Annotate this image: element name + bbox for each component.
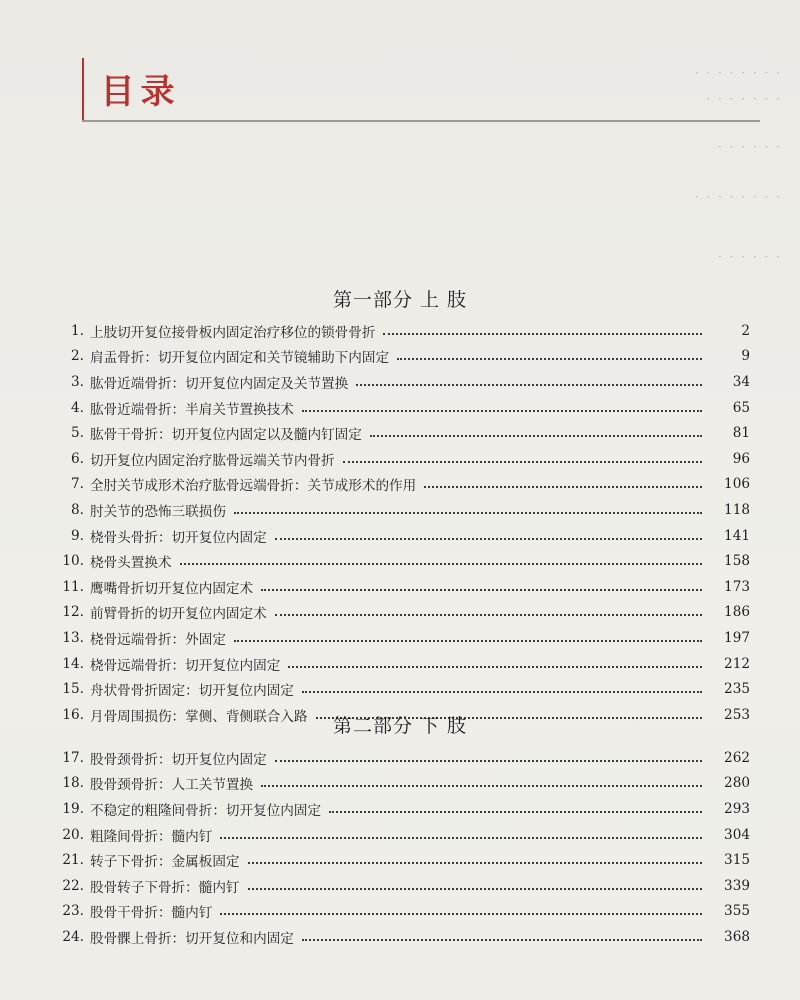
dot-leader <box>302 939 702 941</box>
dot-leader <box>370 435 702 437</box>
entry-title: 上肢切开复位接骨板内固定治疗移位的锁骨骨折 <box>90 324 376 341</box>
entry-page: 106 <box>724 476 750 493</box>
entry-title: 股骨颈骨折：切开复位内固定 <box>90 751 267 768</box>
toc-entry[interactable] <box>56 523 750 549</box>
entry-title: 前臂骨折的切开复位内固定术 <box>90 606 267 623</box>
entry-number: 3. <box>71 373 84 390</box>
entry-title: 鹰嘴骨折切开复位内固定术 <box>90 580 254 597</box>
entry-title: 股骨干骨折：髓内钉 <box>90 905 213 922</box>
part-heading-lower-limb: 第二部分 下 肢 <box>332 715 468 737</box>
dot-leader <box>180 563 702 565</box>
show-through-background: · · · · · · · · · · · · · · · · · · · · · · · · · · · · · · · · · · · <box>694 66 782 264</box>
dot-leader <box>383 333 702 335</box>
toc-entry[interactable] <box>56 873 750 899</box>
toc-entry[interactable] <box>56 344 750 370</box>
entry-page: 355 <box>724 903 750 920</box>
entry-number: 12. <box>62 604 84 621</box>
entry-number: 23. <box>62 903 84 920</box>
entry-page: 262 <box>724 749 750 766</box>
entry-page: 280 <box>724 775 750 792</box>
entry-page: 96 <box>732 450 750 467</box>
entry-title: 肩盂骨折：切开复位内固定和关节镜辅助下内固定 <box>90 350 390 367</box>
entry-title: 转子下骨折：金属板固定 <box>90 854 240 871</box>
dot-leader <box>424 486 702 488</box>
entry-number: 4. <box>71 399 84 416</box>
entry-title: 桡骨头置换术 <box>90 555 172 572</box>
toc-entry[interactable] <box>56 625 750 651</box>
entry-page: 212 <box>724 655 750 672</box>
entry-number: 9. <box>71 527 84 544</box>
entry-page: 368 <box>724 928 750 945</box>
toc-entry[interactable] <box>56 822 750 848</box>
entry-title: 桡骨远端骨折：切开复位内固定 <box>90 657 281 674</box>
entry-page: 2 <box>741 322 750 339</box>
entry-page: 141 <box>724 527 750 544</box>
entry-number: 21. <box>62 852 84 869</box>
entry-number: 24. <box>62 928 84 945</box>
toc-list-part-1 <box>56 318 750 728</box>
toc-entry[interactable] <box>56 771 750 797</box>
entry-number: 17. <box>62 749 84 766</box>
entry-page: 253 <box>724 706 750 723</box>
dot-leader <box>261 785 702 787</box>
toc-entry[interactable] <box>56 497 750 523</box>
entry-title: 不稳定的粗隆间骨折：切开复位内固定 <box>90 802 322 819</box>
entry-number: 11. <box>62 578 84 595</box>
toc-entry[interactable] <box>56 446 750 472</box>
entry-number: 1. <box>71 322 84 339</box>
entry-number: 13. <box>62 629 84 646</box>
dot-leader <box>302 691 702 693</box>
toc-entry[interactable] <box>56 847 750 873</box>
entry-page: 197 <box>724 629 750 646</box>
entry-page: 158 <box>724 553 750 570</box>
entry-number: 16. <box>62 706 84 723</box>
part-heading-upper-limb: 第一部分 上 肢 <box>332 289 468 311</box>
page-title: 目录 <box>100 71 181 112</box>
toc-entry[interactable] <box>56 796 750 822</box>
entry-title: 股骨髁上骨折：切开复位和内固定 <box>90 930 294 947</box>
entry-title: 肱骨干骨折：切开复位内固定以及髓内钉固定 <box>90 427 362 444</box>
dot-leader <box>343 461 702 463</box>
dot-leader <box>302 410 702 412</box>
toc-entry[interactable] <box>56 472 750 498</box>
entry-number: 14. <box>62 655 84 672</box>
dot-leader <box>356 384 702 386</box>
entry-page: 9 <box>741 348 750 365</box>
entry-title: 桡骨远端骨折：外固定 <box>90 631 226 648</box>
entry-title: 月骨周围损伤：掌侧、背侧联合入路 <box>90 708 308 725</box>
dot-leader <box>234 640 702 642</box>
entry-number: 5. <box>71 425 84 442</box>
entry-number: 19. <box>62 800 84 817</box>
toc-entry[interactable] <box>56 420 750 446</box>
entry-title: 舟状骨骨折固定：切开复位内固定 <box>90 683 294 700</box>
toc-entry[interactable] <box>56 924 750 950</box>
dot-leader <box>275 538 702 540</box>
entry-title: 桡骨头骨折：切开复位内固定 <box>90 529 267 546</box>
dot-leader <box>234 512 702 514</box>
entry-page: 81 <box>732 425 750 442</box>
entry-page: 173 <box>724 578 750 595</box>
dot-leader <box>275 760 702 762</box>
entry-title: 肘关节的恐怖三联损伤 <box>90 503 226 520</box>
entry-page: 293 <box>724 800 750 817</box>
entry-title: 粗隆间骨折：髓内钉 <box>90 828 213 845</box>
dot-leader <box>261 589 702 591</box>
entry-number: 2. <box>71 348 84 365</box>
dot-leader <box>248 888 702 890</box>
entry-page: 186 <box>724 604 750 621</box>
entry-title: 肱骨近端骨折：切开复位内固定及关节置换 <box>90 375 349 392</box>
toc-entry[interactable] <box>56 395 750 421</box>
toc-entry[interactable] <box>56 369 750 395</box>
toc-entry[interactable] <box>56 600 750 626</box>
entry-number: 18. <box>62 775 84 792</box>
dot-leader <box>275 614 702 616</box>
dot-leader <box>220 837 702 839</box>
entry-title: 股骨转子下骨折：髓内钉 <box>90 879 240 896</box>
entry-page: 34 <box>732 373 750 390</box>
entry-number: 20. <box>62 826 84 843</box>
toc-entry[interactable] <box>56 318 750 344</box>
entry-number: 15. <box>62 681 84 698</box>
entry-page: 235 <box>724 681 750 698</box>
entry-title: 股骨颈骨折：人工关节置换 <box>90 777 254 794</box>
dot-leader <box>288 666 702 668</box>
entry-title: 切开复位内固定治疗肱骨远端关节内骨折 <box>90 452 335 469</box>
entry-page: 65 <box>732 399 750 416</box>
dot-leader <box>397 358 702 360</box>
toc-entry[interactable] <box>56 651 750 677</box>
toc-entry[interactable] <box>56 548 750 574</box>
dot-leader <box>220 913 702 915</box>
toc-entry[interactable] <box>56 574 750 600</box>
entry-number: 8. <box>71 501 84 518</box>
entry-title: 肱骨近端骨折：半肩关节置换技术 <box>90 401 294 418</box>
entry-number: 6. <box>71 450 84 467</box>
entry-page: 118 <box>724 501 750 518</box>
toc-entry[interactable] <box>56 745 750 771</box>
toc-entry[interactable] <box>56 899 750 925</box>
entry-number: 7. <box>71 476 84 493</box>
entry-page: 339 <box>724 877 750 894</box>
entry-title: 全肘关节成形术治疗肱骨远端骨折：关节成形术的作用 <box>90 478 417 495</box>
toc-list-part-2 <box>56 745 750 950</box>
entry-number: 10. <box>62 553 84 570</box>
entry-number: 22. <box>62 877 84 894</box>
dot-leader <box>329 811 702 813</box>
dot-leader <box>248 862 702 864</box>
toc-entry[interactable] <box>56 676 750 702</box>
entry-page: 304 <box>724 826 750 843</box>
header-rule <box>82 120 760 122</box>
entry-page: 315 <box>724 852 750 869</box>
